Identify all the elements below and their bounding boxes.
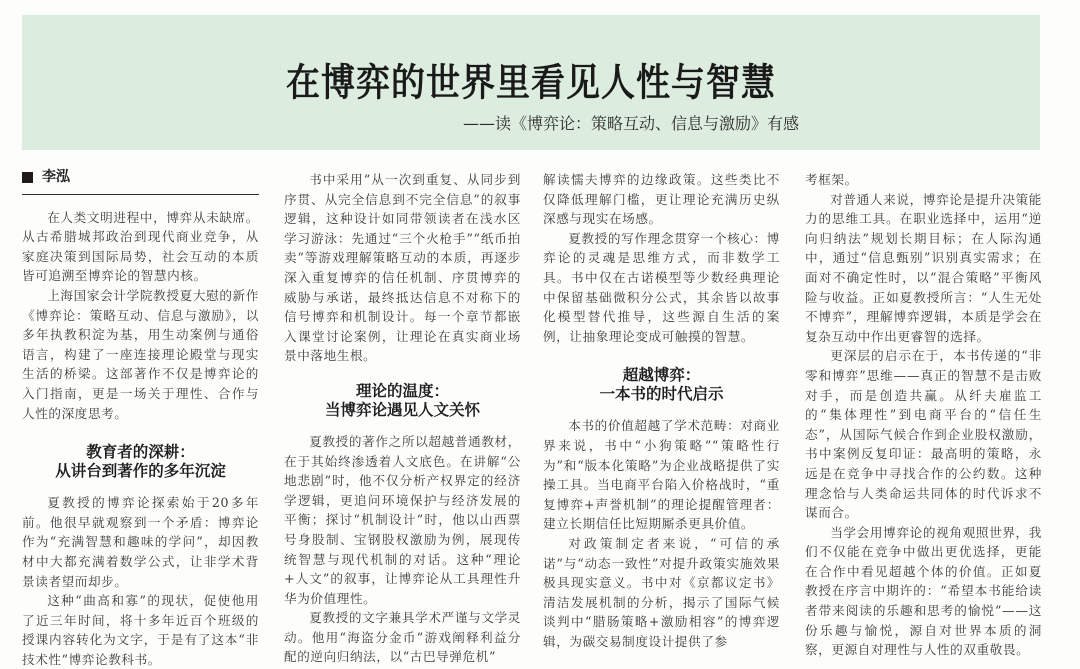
paragraph: 更深层的启示在于，本书传递的“非零和博弈”思维——真正的智慧不是击败对手，而是创造共赢。从纤夫雇监工的“集体理性”到电商平台的“信任生态”，从国际气候合作到企业股权激励，书中案例反复印证：最高明的策略，永远是在竞争中寻找合作的公约数。这种理念恰与人类命运共同体的时代诉求不谋而合。 — [805, 348, 1042, 521]
paragraph-continued: 考框架。 — [805, 172, 858, 187]
paragraph: 上海国家会计学院教授夏大慰的新作《博弈论：策略互动、信息与激励》，以多年执教积淀为基，用生动案例与通俗语言，构建了一座连接理论殿堂与现实生活的桥梁。这部著作不仅是博弈论的入门指南，更是一场关于理性、合作与人性的深度思考。 — [22, 287, 259, 421]
paragraph: 对普通人来说，博弈论是提升决策能力的思维工具。在职业选择中，运用“逆向归纳法”规划长期目标；在人际沟通中，通过“信息甄别”识别真实需求；在面对不确定性时，以“混合策略”平衡风险与收益。正如夏教授所言：“人生无处不博弈”，理解博弈逻辑，本质是学会在复杂互动中作出更睿智的选择。 — [805, 191, 1042, 344]
section-heading-line2: 当博弈论遇见人文关怀 — [324, 400, 480, 419]
paragraph: 夏教授的著作之所以超越普通教材，在于其始终渗透着人文底色。在讲解“公地悲剧”时，他不仅分析产权界定的经济学逻辑，更追问环境保护与经济发展的平衡；探讨“机制设计”时，他以山西票号身股制、宝钢股权激励为例，展现传统智慧与现代机制的对话。这种“理论+人文”的叙事，让博弈论从工具理性升华为价值理性。 — [284, 433, 521, 606]
section-heading — [543, 366, 780, 404]
paragraph: 夏教授的文字兼具学术严谨与文学灵动。他用“海盗分金币”游戏阐释利益分配的逆向归纳法，以“古巴导弹危机” — [284, 610, 521, 665]
author-byline — [22, 168, 259, 195]
paragraph: 当学会用博弈论的视角观照世界，我们不仅能在竞争中做出更优选择，更能在合作中看见超越个体的价值。正如夏教授在序言中期许的：“希望本书能给读者带来阅读的乐趣和思考的愉悦”——这份乐趣与愉悦，源自对世界本质的洞察，更源自对理性与人性的双重敬畏。 — [805, 524, 1042, 658]
paragraph: 对政策制定者来说，“可信的承诺”与“动态一致性”对提升政策实施效果极具现实意义。书中对《京都议定书》清洁发展机制的分析，揭示了国际气候谈判中“腊肠策略+激励相容”的博弈逻辑，为碳交易制度设计提供了参 — [543, 535, 780, 649]
paragraph: 本书的价值超越了学术范畴：对商业界来说，书中“小狗策略”“策略性行为”和“版本化策略”为企业战略提供了实操工具。当电商平台陷入价格战时，“重复博弈+声誉机制”的理论提醒管理者：建立长期信任比短期厮杀更具价值。 — [543, 418, 780, 532]
author-name: 李泓 — [42, 169, 70, 185]
column-3 — [543, 170, 780, 651]
paragraph: 夏教授的写作理念贯穿一个核心：博弈论的灵魂是思维方式，而非数学工具。书中仅在古诺模型等少数经典理论中保留基础微积分公式，其余皆以故事化模型替代推导，这些源自生活的案例，让抽象理论变成可触摸的智慧。 — [543, 230, 780, 344]
section-heading-line2: 从讲台到著作的多年沉淀 — [55, 462, 226, 481]
column-4 — [805, 170, 1042, 660]
section-heading-line1: 超越博弈： — [622, 366, 701, 385]
paragraph: 这种“曲高和寡”的现状，促使他用了近三年时间，将十多年近百个班级的授课内容转化为文字，于是有了这本“非技术性”博弈论教科书。 — [22, 593, 259, 667]
section-heading — [22, 443, 259, 481]
paragraph: 夏教授的博弈论探索始于20多年前。他很早就观察到一个矛盾：博弈论作为“充满智慧和趣味的学问”，却因教材中大都充满着数学公式，让非学术背景读者望而却步。 — [22, 495, 259, 589]
page-subtitle: ——读《博弈论：策略互动、信息与激励》有感 — [462, 114, 799, 133]
black-square-icon — [22, 172, 33, 183]
section-heading-line1: 理论的温度： — [355, 381, 449, 400]
column-2 — [284, 170, 521, 667]
paragraph: 在人类文明进程中，博弈从未缺席。从古希腊城邦政治到现代商业竞争，从家庭决策到国际局势，社会互动的本质皆可追溯至博弈论的智慧内核。 — [22, 209, 259, 284]
section-heading-line2: 一本书的时代启示 — [599, 385, 724, 404]
section-heading-line1: 教育者的深耕： — [86, 443, 195, 462]
title-banner — [22, 15, 1040, 150]
page-title: 在博弈的世界里看见人性与智慧 — [286, 61, 776, 106]
paragraph-continued: 解读懦夫博弈的边缘政策。这些类比不仅降低理解门槛，更让理论充满历史纵深感与现实在场感。 — [543, 172, 780, 227]
section-heading — [284, 382, 521, 420]
paragraph: 书中采用“从一次到重复、从同步到序贯、从完全信息到不完全信息”的叙事逻辑，这种设计如同带领读者在浅水区学习游泳：先通过“三个火枪手”“纸币拍卖”等游戏理解策略互动的本质，再逐步深入重复博弈的信任机制、序贯博弈的威胁与承诺，最终抵达信息不对称下的信号博弈和机制设计。每一个章节都嵌入课堂讨论案例，让理论在真实商业场景中落地生根。 — [284, 172, 521, 364]
column-1 — [22, 170, 259, 669]
